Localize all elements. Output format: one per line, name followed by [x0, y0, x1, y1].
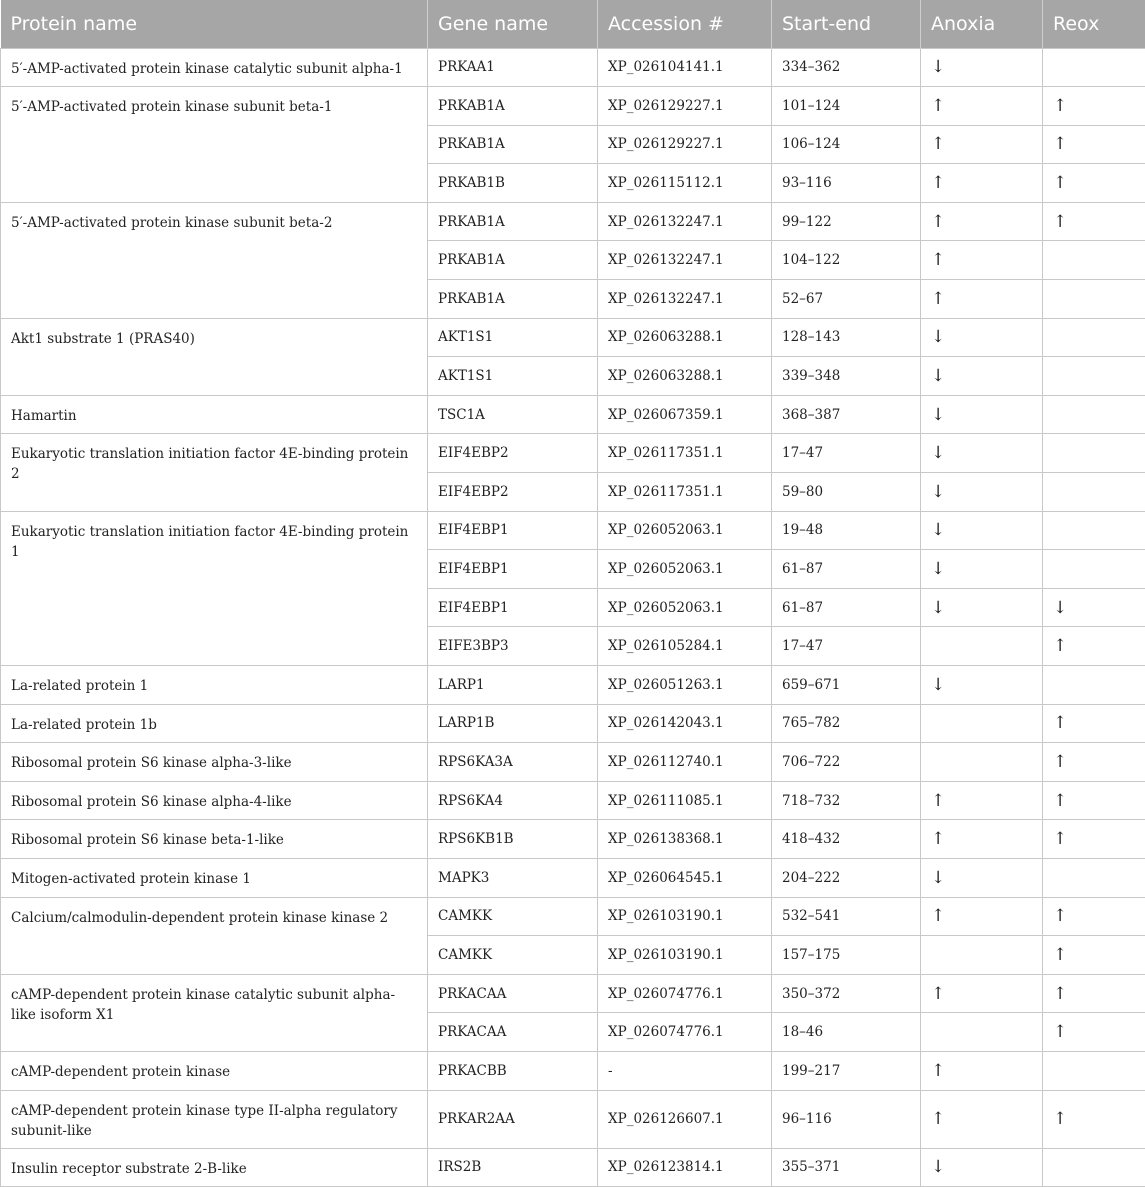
protein-name-cell: Insulin receptor substrate 2-B-like: [1, 1148, 428, 1187]
gene-name-cell: TSC1A: [428, 395, 598, 434]
table-row: [1, 666, 1145, 705]
start-end-cell: 99–122: [772, 202, 921, 241]
table-row: [1, 434, 1145, 473]
start-end-cell: 334–362: [772, 48, 921, 87]
reox-cell: [1043, 473, 1145, 512]
anoxia-cell: ↓: [921, 318, 1043, 357]
accession-cell: -: [598, 1051, 772, 1090]
start-end-cell: 106–124: [772, 125, 921, 164]
start-end-cell: 93–116: [772, 164, 921, 203]
gene-name-cell: EIF4EBP1: [428, 588, 598, 627]
anoxia-cell: [921, 627, 1043, 666]
reox-cell: ↑: [1043, 704, 1145, 743]
start-end-cell: 765–782: [772, 704, 921, 743]
gene-name-cell: EIF4EBP1: [428, 550, 598, 589]
accession-cell: XP_026063288.1: [598, 318, 772, 357]
reox-cell: [1043, 1148, 1145, 1187]
table-row: [1, 820, 1145, 859]
accession-cell: XP_026112740.1: [598, 743, 772, 782]
start-end-cell: 104–122: [772, 241, 921, 280]
gene-name-cell: PRKAB1A: [428, 87, 598, 126]
table-row: [1, 781, 1145, 820]
start-end-cell: 19–48: [772, 511, 921, 550]
start-end-cell: 706–722: [772, 743, 921, 782]
protein-name-cell: La-related protein 1: [1, 666, 428, 705]
table-row: [1, 1148, 1145, 1187]
header-accession: Accession #: [598, 0, 772, 48]
start-end-cell: 418–432: [772, 820, 921, 859]
start-end-cell: 199–217: [772, 1051, 921, 1090]
accession-cell: XP_026117351.1: [598, 473, 772, 512]
accession-cell: XP_026129227.1: [598, 125, 772, 164]
anoxia-cell: ↓: [921, 858, 1043, 897]
accession-cell: XP_026104141.1: [598, 48, 772, 87]
anoxia-cell: ↓: [921, 434, 1043, 473]
protein-name-cell: Ribosomal protein S6 kinase alpha-3-like: [1, 743, 428, 782]
table-row: [1, 743, 1145, 782]
reox-cell: ↑: [1043, 202, 1145, 241]
start-end-cell: 718–732: [772, 781, 921, 820]
reox-cell: [1043, 858, 1145, 897]
start-end-cell: 532–541: [772, 897, 921, 936]
reox-cell: [1043, 280, 1145, 319]
protein-name-cell: Hamartin: [1, 395, 428, 434]
accession-cell: XP_026126607.1: [598, 1090, 772, 1148]
start-end-cell: 52–67: [772, 280, 921, 319]
gene-name-cell: EIF4EBP1: [428, 511, 598, 550]
gene-name-cell: PRKAB1A: [428, 280, 598, 319]
anoxia-cell: ↓: [921, 666, 1043, 705]
reox-cell: ↑: [1043, 781, 1145, 820]
reox-cell: ↑: [1043, 820, 1145, 859]
reox-cell: [1043, 241, 1145, 280]
reox-cell: ↑: [1043, 1013, 1145, 1052]
anoxia-cell: ↑: [921, 820, 1043, 859]
start-end-cell: 157–175: [772, 936, 921, 975]
anoxia-cell: ↑: [921, 781, 1043, 820]
gene-name-cell: RPS6KB1B: [428, 820, 598, 859]
anoxia-cell: [921, 1013, 1043, 1052]
reox-cell: [1043, 48, 1145, 87]
reox-cell: ↑: [1043, 897, 1145, 936]
anoxia-cell: ↓: [921, 395, 1043, 434]
start-end-cell: 96–116: [772, 1090, 921, 1148]
anoxia-cell: ↓: [921, 473, 1043, 512]
gene-name-cell: EIF4EBP2: [428, 473, 598, 512]
header-anoxia: Anoxia: [921, 0, 1043, 48]
gene-name-cell: PRKAB1A: [428, 202, 598, 241]
start-end-cell: 339–348: [772, 357, 921, 396]
start-end-cell: 128–143: [772, 318, 921, 357]
reox-cell: ↑: [1043, 936, 1145, 975]
gene-name-cell: EIF4EBP2: [428, 434, 598, 473]
gene-name-cell: LARP1B: [428, 704, 598, 743]
reox-cell: [1043, 395, 1145, 434]
protein-name-cell: cAMP-dependent protein kinase: [1, 1051, 428, 1090]
anoxia-cell: ↓: [921, 1148, 1043, 1187]
reox-cell: [1043, 357, 1145, 396]
gene-name-cell: RPS6KA4: [428, 781, 598, 820]
gene-name-cell: CAMKK: [428, 936, 598, 975]
start-end-cell: 17–47: [772, 434, 921, 473]
reox-cell: ↑: [1043, 743, 1145, 782]
table-row: [1, 704, 1145, 743]
protein-name-cell: cAMP-dependent protein kinase type II-alpha regulatory subunit-like: [1, 1090, 428, 1148]
protein-name-cell: 5′-AMP-activated protein kinase catalytic subunit alpha-1: [1, 48, 428, 87]
accession-cell: XP_026074776.1: [598, 974, 772, 1013]
protein-name-cell: 5′-AMP-activated protein kinase subunit beta-1: [1, 87, 428, 203]
anoxia-cell: ↑: [921, 125, 1043, 164]
protein-name-cell: La-related protein 1b: [1, 704, 428, 743]
accession-cell: XP_026115112.1: [598, 164, 772, 203]
table-row: [1, 858, 1145, 897]
gene-name-cell: PRKACAA: [428, 1013, 598, 1052]
anoxia-cell: ↓: [921, 48, 1043, 87]
accession-cell: XP_026132247.1: [598, 280, 772, 319]
header-start-end: Start-end: [772, 0, 921, 48]
table-header: [1, 0, 1145, 48]
anoxia-cell: ↑: [921, 202, 1043, 241]
anoxia-cell: ↓: [921, 550, 1043, 589]
protein-name-cell: Ribosomal protein S6 kinase beta-1-like: [1, 820, 428, 859]
gene-name-cell: AKT1S1: [428, 318, 598, 357]
accession-cell: XP_026074776.1: [598, 1013, 772, 1052]
start-end-cell: 61–87: [772, 588, 921, 627]
table-body: [1, 48, 1145, 1187]
table-row: [1, 974, 1145, 1013]
accession-cell: XP_026105284.1: [598, 627, 772, 666]
reox-cell: ↓: [1043, 588, 1145, 627]
header-row: [1, 0, 1145, 48]
protein-name-cell: Eukaryotic translation initiation factor 4E-binding protein 2: [1, 434, 428, 511]
anoxia-cell: ↑: [921, 241, 1043, 280]
start-end-cell: 101–124: [772, 87, 921, 126]
protein-name-cell: 5′-AMP-activated protein kinase subunit beta-2: [1, 202, 428, 318]
gene-name-cell: PRKAB1A: [428, 125, 598, 164]
gene-name-cell: LARP1: [428, 666, 598, 705]
accession-cell: XP_026123814.1: [598, 1148, 772, 1187]
header-reox: Reox: [1043, 0, 1145, 48]
protein-name-cell: cAMP-dependent protein kinase catalytic subunit alpha-like isoform X1: [1, 974, 428, 1051]
start-end-cell: 355–371: [772, 1148, 921, 1187]
anoxia-cell: ↑: [921, 1090, 1043, 1148]
table-row: [1, 897, 1145, 936]
accession-cell: XP_026138368.1: [598, 820, 772, 859]
accession-cell: XP_026051263.1: [598, 666, 772, 705]
reox-cell: ↑: [1043, 627, 1145, 666]
anoxia-cell: [921, 936, 1043, 975]
table-row: [1, 511, 1145, 550]
accession-cell: XP_026132247.1: [598, 241, 772, 280]
accession-cell: XP_026142043.1: [598, 704, 772, 743]
start-end-cell: 659–671: [772, 666, 921, 705]
anoxia-cell: [921, 743, 1043, 782]
table-row: [1, 395, 1145, 434]
start-end-cell: 204–222: [772, 858, 921, 897]
gene-name-cell: PRKACBB: [428, 1051, 598, 1090]
table-row: [1, 48, 1145, 87]
gene-name-cell: PRKAB1A: [428, 241, 598, 280]
reox-cell: ↑: [1043, 974, 1145, 1013]
reox-cell: ↑: [1043, 87, 1145, 126]
header-gene-name: Gene name: [428, 0, 598, 48]
table-row: [1, 202, 1145, 241]
anoxia-cell: ↓: [921, 357, 1043, 396]
gene-name-cell: IRS2B: [428, 1148, 598, 1187]
reox-cell: ↑: [1043, 164, 1145, 203]
gene-name-cell: MAPK3: [428, 858, 598, 897]
accession-cell: XP_026103190.1: [598, 936, 772, 975]
accession-cell: XP_026117351.1: [598, 434, 772, 473]
accession-cell: XP_026064545.1: [598, 858, 772, 897]
start-end-cell: 59–80: [772, 473, 921, 512]
gene-name-cell: PRKAA1: [428, 48, 598, 87]
gene-name-cell: PRKACAA: [428, 974, 598, 1013]
anoxia-cell: ↑: [921, 164, 1043, 203]
table-row: [1, 1051, 1145, 1090]
reox-cell: [1043, 318, 1145, 357]
accession-cell: XP_026063288.1: [598, 357, 772, 396]
reox-cell: [1043, 1051, 1145, 1090]
table-row: [1, 87, 1145, 126]
anoxia-cell: ↓: [921, 588, 1043, 627]
table-row: [1, 318, 1145, 357]
start-end-cell: 17–47: [772, 627, 921, 666]
reox-cell: [1043, 550, 1145, 589]
anoxia-cell: ↑: [921, 280, 1043, 319]
anoxia-cell: ↑: [921, 1051, 1043, 1090]
gene-name-cell: AKT1S1: [428, 357, 598, 396]
protein-name-cell: Ribosomal protein S6 kinase alpha-4-like: [1, 781, 428, 820]
accession-cell: XP_026103190.1: [598, 897, 772, 936]
anoxia-cell: ↓: [921, 511, 1043, 550]
accession-cell: XP_026111085.1: [598, 781, 772, 820]
header-protein-name: Protein name: [1, 0, 428, 48]
accession-cell: XP_026067359.1: [598, 395, 772, 434]
reox-cell: [1043, 434, 1145, 473]
start-end-cell: 368–387: [772, 395, 921, 434]
protein-name-cell: Eukaryotic translation initiation factor 4E-binding protein 1: [1, 511, 428, 665]
accession-cell: XP_026132247.1: [598, 202, 772, 241]
gene-name-cell: CAMKK: [428, 897, 598, 936]
accession-cell: XP_026129227.1: [598, 87, 772, 126]
protein-name-cell: Mitogen-activated protein kinase 1: [1, 858, 428, 897]
gene-name-cell: RPS6KA3A: [428, 743, 598, 782]
start-end-cell: 61–87: [772, 550, 921, 589]
anoxia-cell: ↑: [921, 974, 1043, 1013]
reox-cell: [1043, 511, 1145, 550]
gene-name-cell: EIFE3BP3: [428, 627, 598, 666]
protein-name-cell: Akt1 substrate 1 (PRAS40): [1, 318, 428, 395]
gene-name-cell: PRKAR2AA: [428, 1090, 598, 1148]
anoxia-cell: [921, 704, 1043, 743]
anoxia-cell: ↑: [921, 897, 1043, 936]
gene-name-cell: PRKAB1B: [428, 164, 598, 203]
start-end-cell: 18–46: [772, 1013, 921, 1052]
reox-cell: ↑: [1043, 125, 1145, 164]
table-row: [1, 1090, 1145, 1148]
accession-cell: XP_026052063.1: [598, 588, 772, 627]
reox-cell: ↑: [1043, 1090, 1145, 1148]
reox-cell: [1043, 666, 1145, 705]
protein-name-cell: Calcium/calmodulin-dependent protein kinase kinase 2: [1, 897, 428, 974]
anoxia-cell: ↑: [921, 87, 1043, 126]
accession-cell: XP_026052063.1: [598, 550, 772, 589]
accession-cell: XP_026052063.1: [598, 511, 772, 550]
start-end-cell: 350–372: [772, 974, 921, 1013]
